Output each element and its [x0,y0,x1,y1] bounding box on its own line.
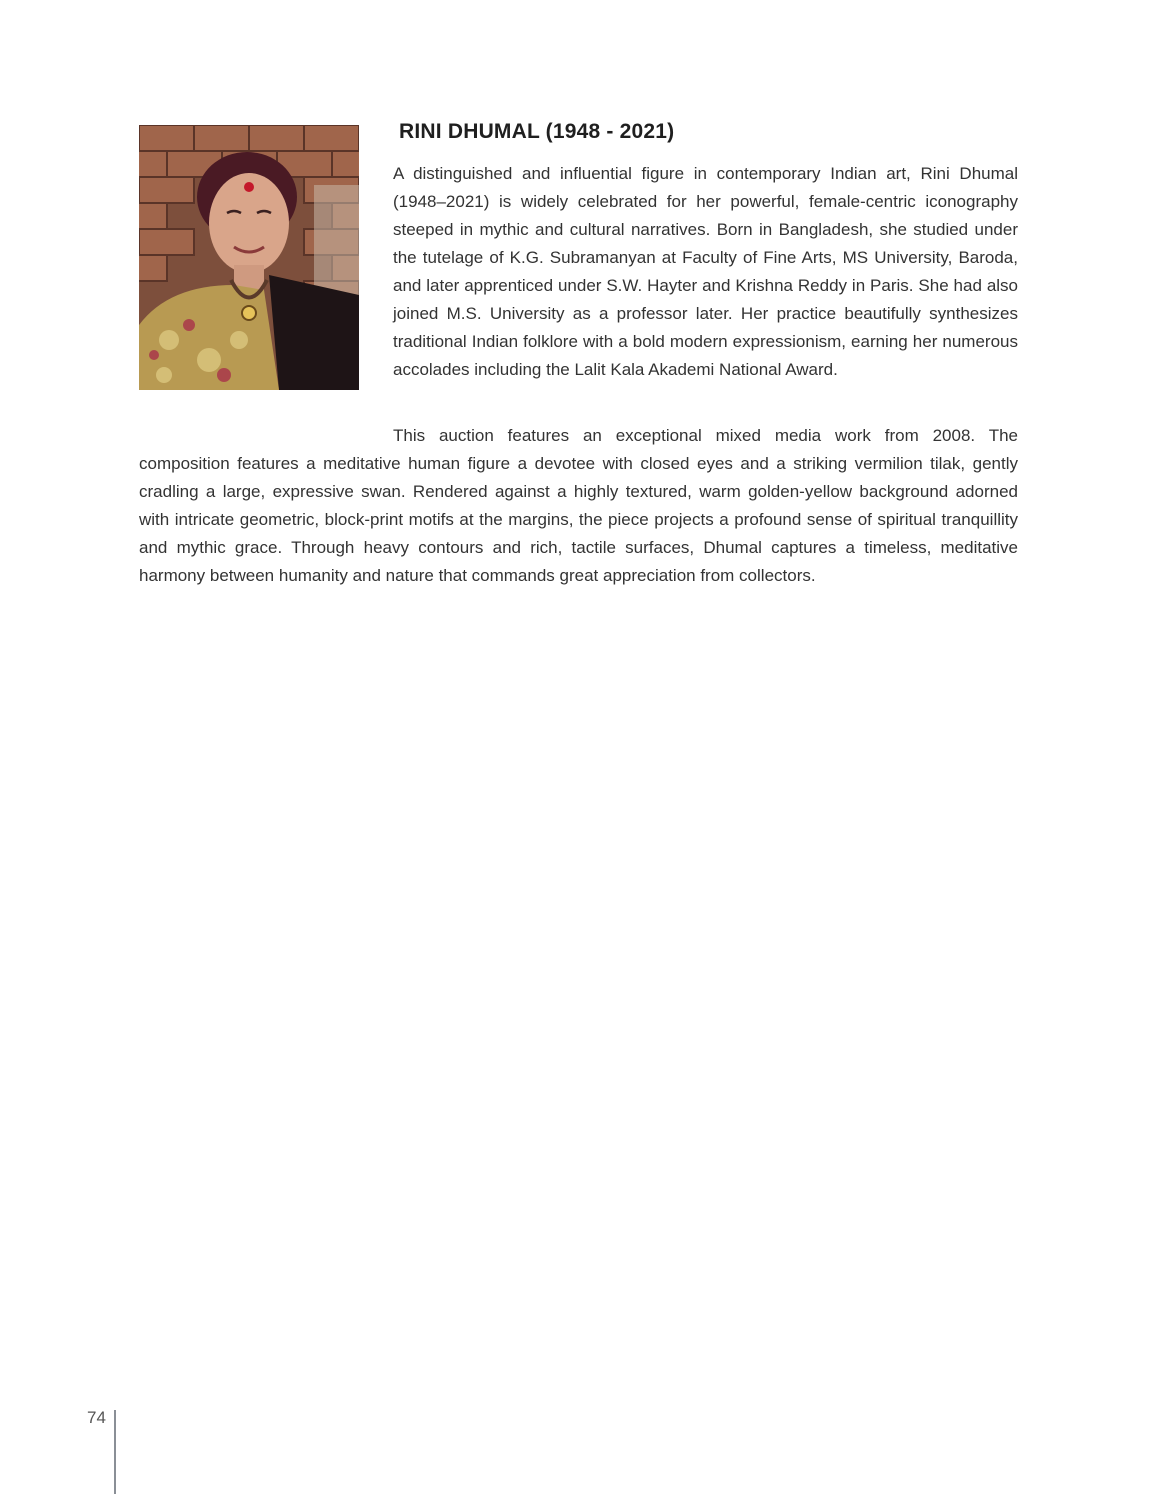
artist-biography: A distinguished and influential figure in contemporary Indian art, Rini Dhumal (1948–2021) is widely celebrated for her powerful, female-centric iconography steeped in mythic and cultural narratives. Born in Bangladesh, she studied under the tutelage of K.G. Subramanyan at Faculty of Fine Arts, MS University, Baroda, and later apprenticed under S.W. Hayter and Krishna Reddy in Paris. She had also joined M.S. University as a professor later. Her practice beautifully synthesizes traditional Indian folklore with a bold modern expressionism, earning her numerous accolades including the Lalit Kala Akademi National Award. [393,164,1018,379]
page-number: 74 [87,1408,106,1427]
page-number-divider [114,1410,116,1494]
artist-portrait [139,125,359,390]
artist-name-heading: RINI DHUMAL (1948 - 2021) [399,120,675,143]
auction-description: This auction features an exceptional mixed media work from 2008. The composition features a meditative human figure a devotee with closed eyes and a striking vermilion tilak, gently cradling a large, expressive swan. Rendered against a highly textured, warm golden-yellow background adorned with intricate geometric, block-print motifs at the margins, the piece projects a profound sense of spiritual tranquillity and mythic grace. Through heavy contours and rich, tactile surfaces, Dhumal captures a timeless, meditative harmony between humanity and nature that commands great appreciation from collectors. [139,426,1018,585]
